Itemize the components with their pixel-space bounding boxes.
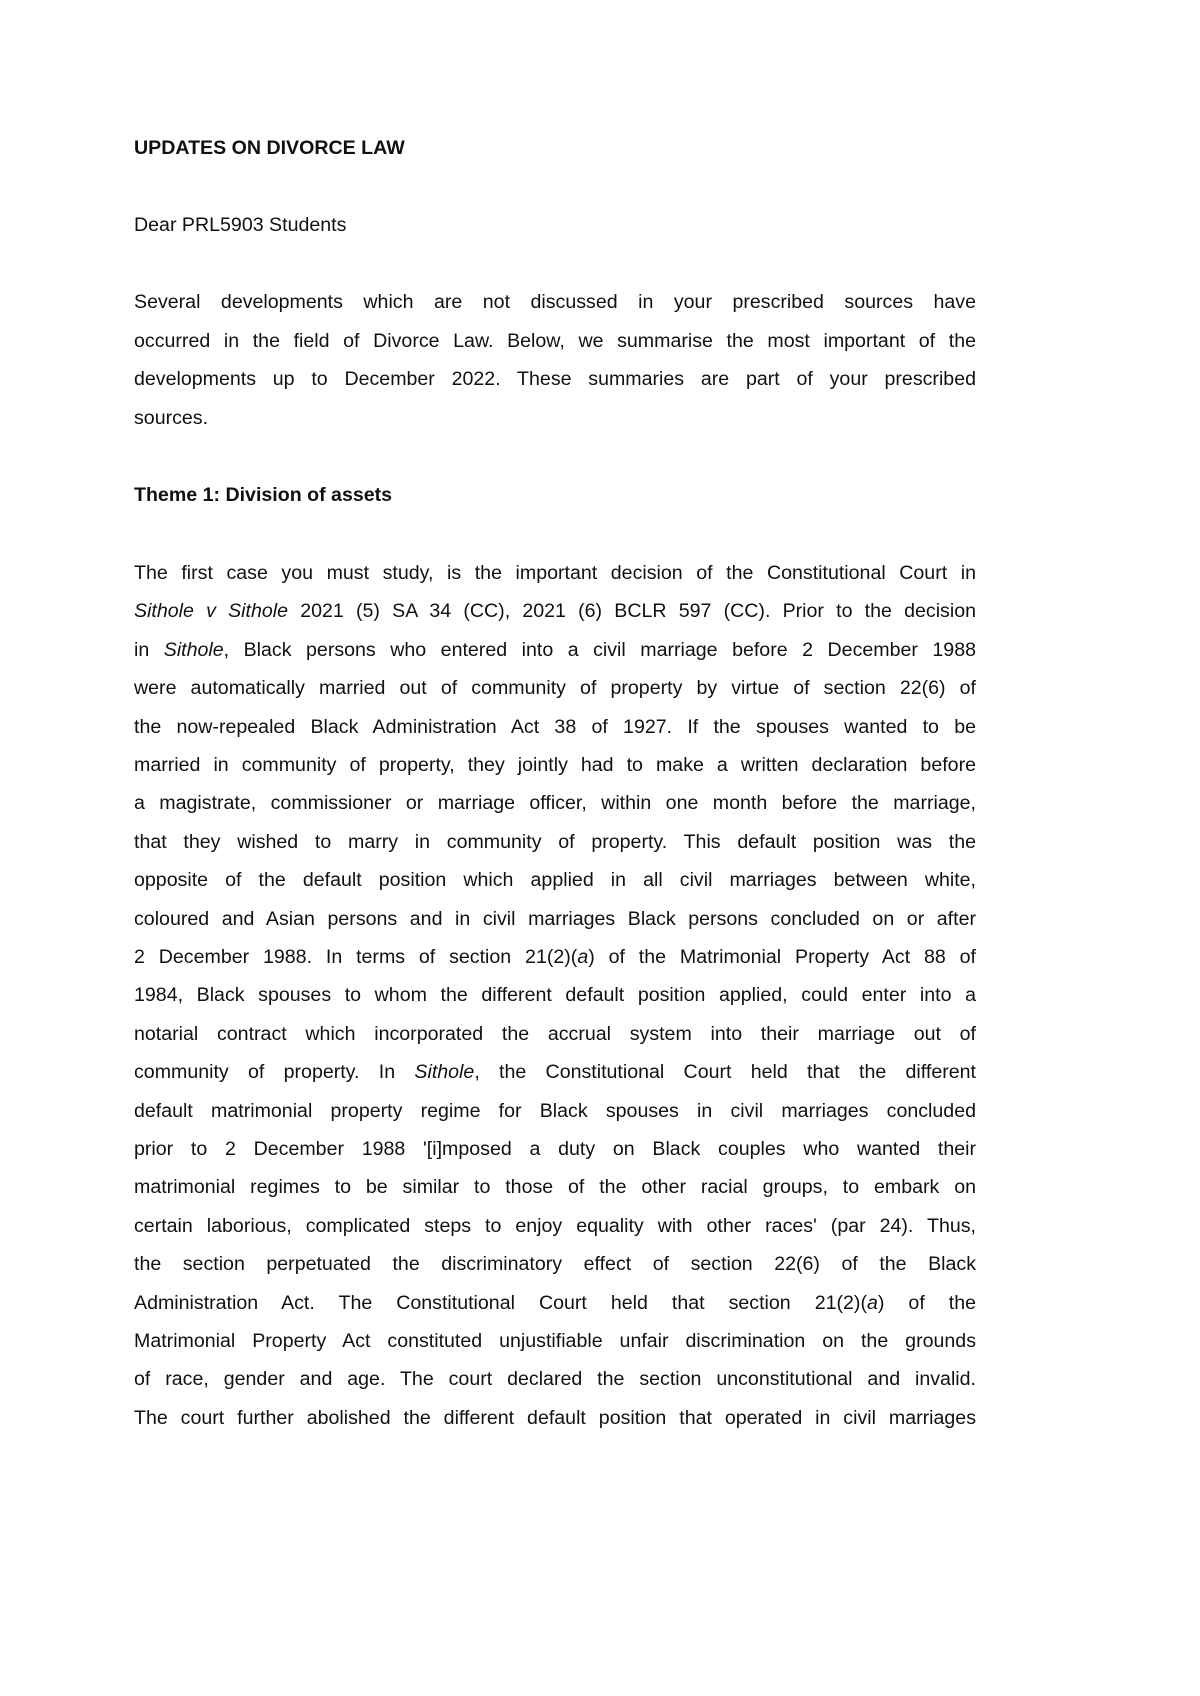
text-segment: ) of the — [877, 1291, 976, 1314]
text-segment: coloured and Asian persons and in civil marriages Black persons concluded on or after — [134, 907, 976, 930]
text-segment: the section perpetuated the discriminatory effect of section 22(6) of the Black — [134, 1253, 976, 1276]
text-segment: the now-repealed Black Administration Act 38 of 1927. If the spouses wanted to be — [134, 715, 976, 738]
text-line — [134, 558, 976, 588]
text-line — [134, 1288, 976, 1318]
text-line — [134, 673, 976, 703]
text-segment: The first case you must study, is the important decision of the Constitutional Court in — [134, 562, 976, 584]
text-segment: 1984, Black spouses to whom the different default position applied, could enter into a — [134, 984, 976, 1007]
text-segment: a magistrate, commissioner or marriage officer, within one month before the marriage, — [134, 792, 976, 815]
text-line — [134, 1172, 976, 1202]
text-segment: 2 December 1988. In terms of section 21(2)( — [134, 946, 578, 968]
text-segment: default matrimonial property regime for Black spouses in civil marriages concluded — [134, 1099, 976, 1122]
text-line — [134, 942, 976, 972]
text-line — [134, 326, 976, 356]
text-segment: 2021 (5) SA 34 (CC), 2021 (6) BCLR 597 (CC). Prior to the decision — [288, 600, 976, 623]
text-segment: were automatically married out of community of property by virtue of section 22(6) of — [134, 677, 976, 700]
text-line — [134, 403, 976, 433]
document-title: UPDATES ON DIVORCE LAW — [134, 137, 405, 159]
italic-case-name: Sithole v Sithole — [134, 600, 289, 623]
text-segment: The court further abolished the different default position that operated in civil marriages — [134, 1406, 976, 1429]
text-line — [134, 865, 976, 895]
text-segment: matrimonial regimes to be similar to those of the other racial groups, to embark on — [134, 1176, 976, 1199]
text-segment: , Black persons who entered into a civil marriage before 2 December 1988 — [223, 638, 976, 661]
text-segment: Administration Act. The Constitutional Court held that section 21(2)( — [134, 1291, 867, 1314]
text-line — [134, 980, 976, 1010]
text-segment: in — [134, 638, 164, 661]
text-segment: , the Constitutional Court held that the different — [474, 1061, 976, 1084]
text-line — [134, 712, 976, 742]
text-line — [134, 364, 976, 394]
text-line — [134, 287, 976, 317]
text-line — [134, 596, 976, 626]
text-segment: of race, gender and age. The court declared the section unconstitutional and invalid. — [134, 1368, 976, 1391]
text-segment: certain laborious, complicated steps to enjoy equality with other races' (par 24). Thus, — [134, 1214, 976, 1237]
text-line — [134, 1364, 976, 1394]
text-line — [134, 788, 976, 818]
salutation: Dear PRL5903 Students — [134, 214, 347, 236]
text-segment: married in community of property, they jointly had to make a written declaration before — [134, 754, 976, 776]
theme-heading: Theme 1: Division of assets — [134, 484, 393, 506]
text-segment: community of property. In — [134, 1061, 415, 1084]
text-segment: notarial contract which incorporated the accrual system into their marriage out of — [134, 1022, 976, 1045]
text-segment: Matrimonial Property Act constituted unjustifiable unfair discrimination on the grounds — [134, 1330, 976, 1352]
text-line — [134, 827, 976, 857]
italic-case-name: a — [866, 1291, 878, 1314]
italic-case-name: Sithole — [163, 638, 224, 661]
italic-case-name: a — [577, 946, 589, 968]
text-segment: Several developments which are not discussed in your prescribed sources have — [134, 291, 976, 313]
text-line — [134, 1096, 976, 1126]
text-segment: sources. — [134, 406, 209, 429]
text-segment: occurred in the field of Divorce Law. Below, we summarise the most important of the — [134, 329, 976, 352]
text-segment: that they wished to marry in community of property. This default position was the — [134, 830, 976, 853]
text-line — [134, 635, 976, 665]
italic-case-name: Sithole — [414, 1061, 475, 1084]
text-line — [134, 1326, 976, 1356]
text-line — [134, 1211, 976, 1241]
text-line — [134, 1249, 976, 1279]
text-line — [134, 1134, 976, 1164]
text-segment: ) of the Matrimonial Property Act 88 of — [588, 946, 976, 968]
text-segment: developments up to December 2022. These summaries are part of your prescribed — [134, 368, 976, 390]
text-line — [134, 750, 976, 780]
text-segment: opposite of the default position which applied in all civil marriages between white, — [134, 869, 976, 892]
text-line — [134, 1019, 976, 1049]
text-line — [134, 904, 976, 934]
text-line — [134, 1403, 976, 1433]
text-segment: prior to 2 December 1988 '[i]mposed a duty on Black couples who wanted their — [134, 1138, 976, 1160]
text-line — [134, 1057, 976, 1087]
